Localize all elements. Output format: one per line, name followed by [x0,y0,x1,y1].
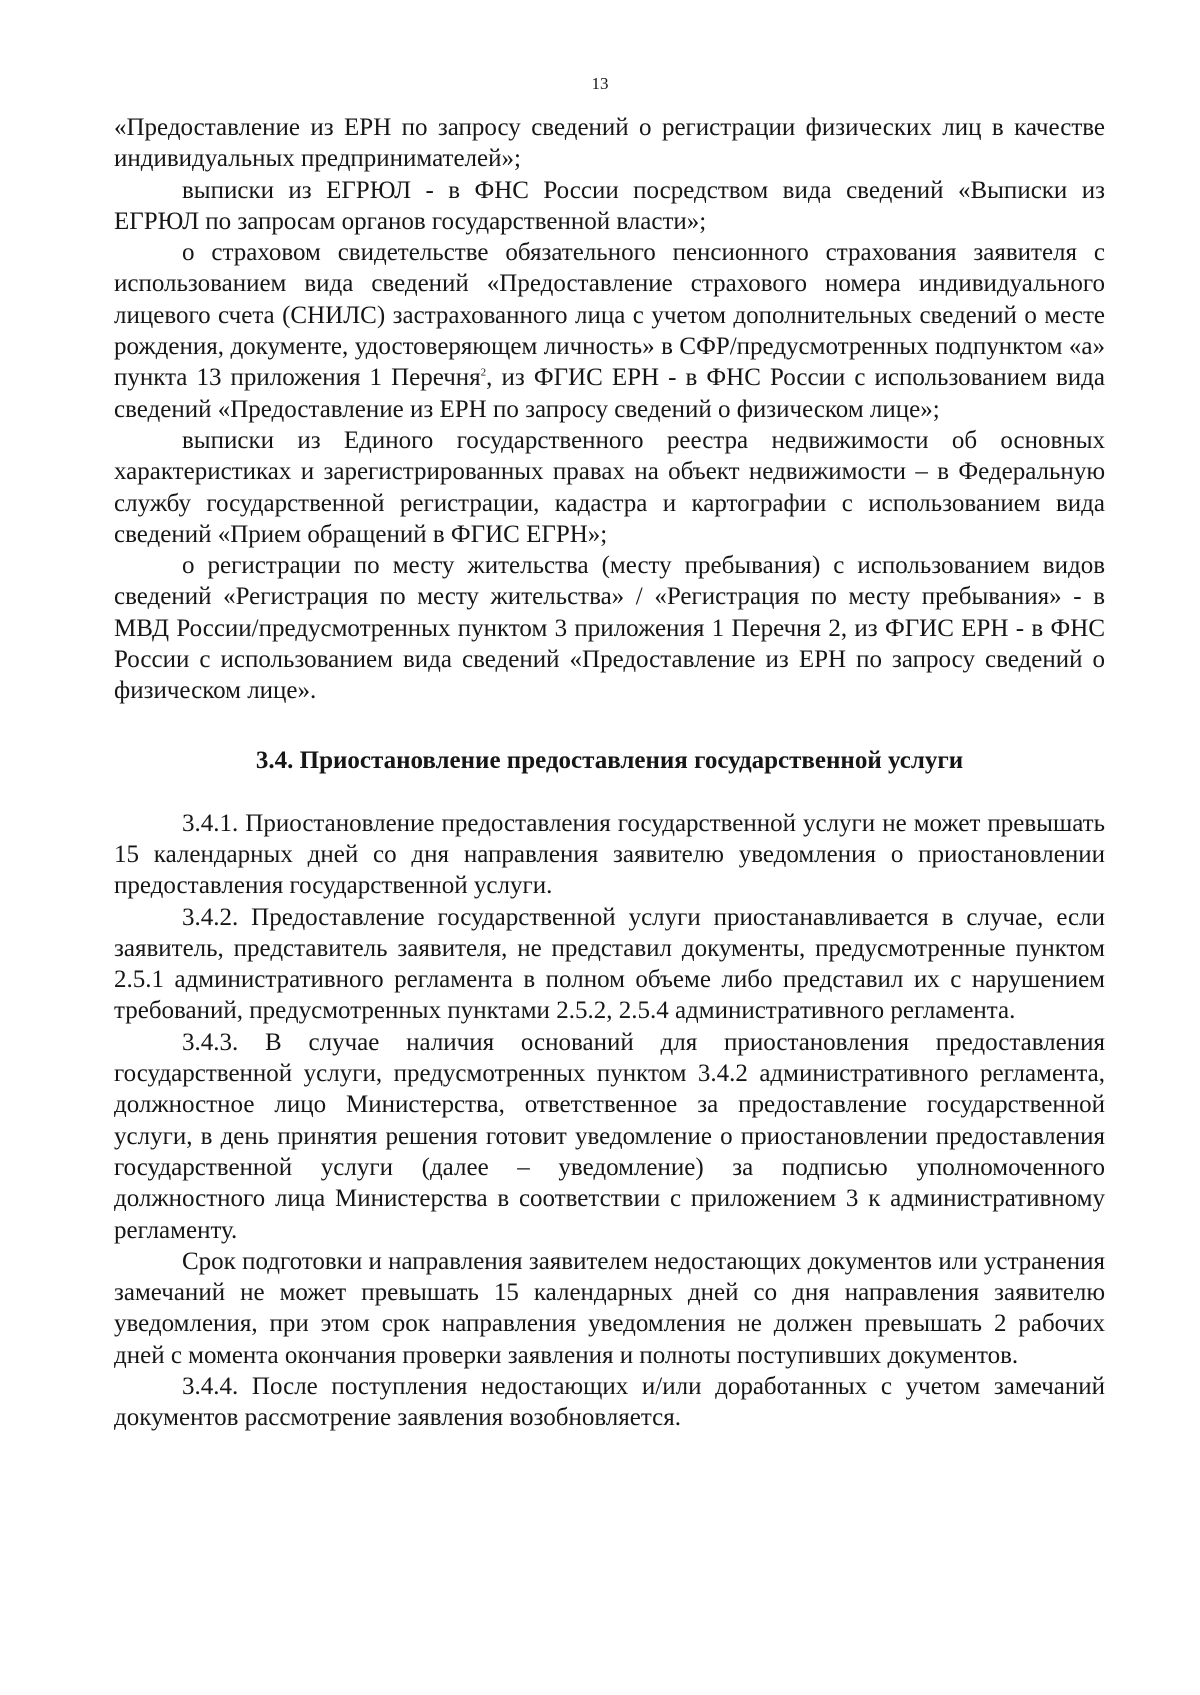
paragraph-egrul-extract: выписки из ЕГРЮЛ - в ФНС России посредством вида сведений «Выписки из ЕГРЮЛ по запросам органов государственной власти»; [114,176,1105,235]
paragraph-3-4-4: 3.4.4. После поступления недостающих и/или доработанных с учетом замечаний документов рассмотрение заявления возобновляется. [114,1372,1105,1432]
paragraph-3-4-3: 3.4.3. В случае наличия оснований для приостановления предоставления государственной услуги, предусмотренных пунктом 3.4.2 административного регламента, должностное лицо Министерства, ответственное за предоставление государственной услуги, в день принятия решения готовит уведомление о приостановлении предоставления государственной услуги (далее – уведомление) за подписью уполномоченного должностного лица Министерства в соответствии с приложением 3 к административному регламенту. [114,1028,1105,1244]
page-number: 13 [591,74,609,93]
document-body [114,112,1105,1434]
paragraph-3-4-1: 3.4.1. Приостановление предоставления государственной услуги не может превышать 15 календарных дней со дня направления заявителю уведомления о приостановлении предоставления государственной услуги. [114,809,1105,900]
paragraph-3-4-2: 3.4.2. Предоставление государственной услуги приостанавливается в случае, если заявитель, представитель заявителя, не представил документы, предусмотренные пунктом 2.5.1 административного регламента в полном объеме либо представил их с нарушением требований, предусмотренных пунктами 2.5.2, 2.5.4 административного регламента. [114,903,1105,1025]
footnote-marker: 2 [480,367,487,380]
paragraph-residence-registration: о регистрации по месту жительства (месту пребывания) с использованием видов сведений «Регистрация по месту жительства» / «Регистрация по месту пребывания» - в МВД России/предусмотренных пунктом 3 приложения 1 Перечня 2, из ФГИС ЕРН - в ФНС России с использованием вида сведений «Предоставление из ЕРН по запросу сведений о физическом лице». [114,552,1105,705]
paragraph-continuation-erh: «Предоставление из ЕРН по запросу сведений о регистрации физических лиц в качестве индивидуальных предпринимателей»; [114,114,1105,173]
paragraph-deadline: Срок подготовки и направления заявителем недостающих документов или устранения замечаний не может превышать 15 календарных дней со дня направления заявителю уведомления, при этом срок направления уведомления не должен превышать 2 рабочих дней с момента окончания проверки заявления и полноты поступивших документов. [114,1247,1105,1369]
section-heading-3-4: 3.4. Приостановление предоставления государственной услуги [255,746,964,774]
paragraph-pension-insurance-text-2: , из ФГИС ЕРН - в ФНС России с использованием вида сведений «Предоставление из ЕРН по запросу сведений о физическом лице»; [114,364,1105,423]
paragraph-real-estate-extract: выписки из Единого государственного реестра недвижимости об основных характеристиках и зарегистрированных правах на объект недвижимости – в Федеральную службу государственной регистрации, кадастра и картографии с использованием вида сведений «Прием обращений в ФГИС ЕГРН»; [114,426,1105,548]
paragraph-pension-insurance [114,237,1105,425]
paragraph-pension-insurance-text-1: о страховом свидетельстве обязательного пенсионного страхования заявителя с использованием вида сведений «Предоставление страхового номера индивидуального лицевого счета (СНИЛС) застрахованного лица с учетом дополнительных сведений о месте рождения, документе, удостоверяющем личность» в СФР/предусмотренных подпунктом «а» пункта 13 приложения 1 Перечня [114,239,1105,392]
